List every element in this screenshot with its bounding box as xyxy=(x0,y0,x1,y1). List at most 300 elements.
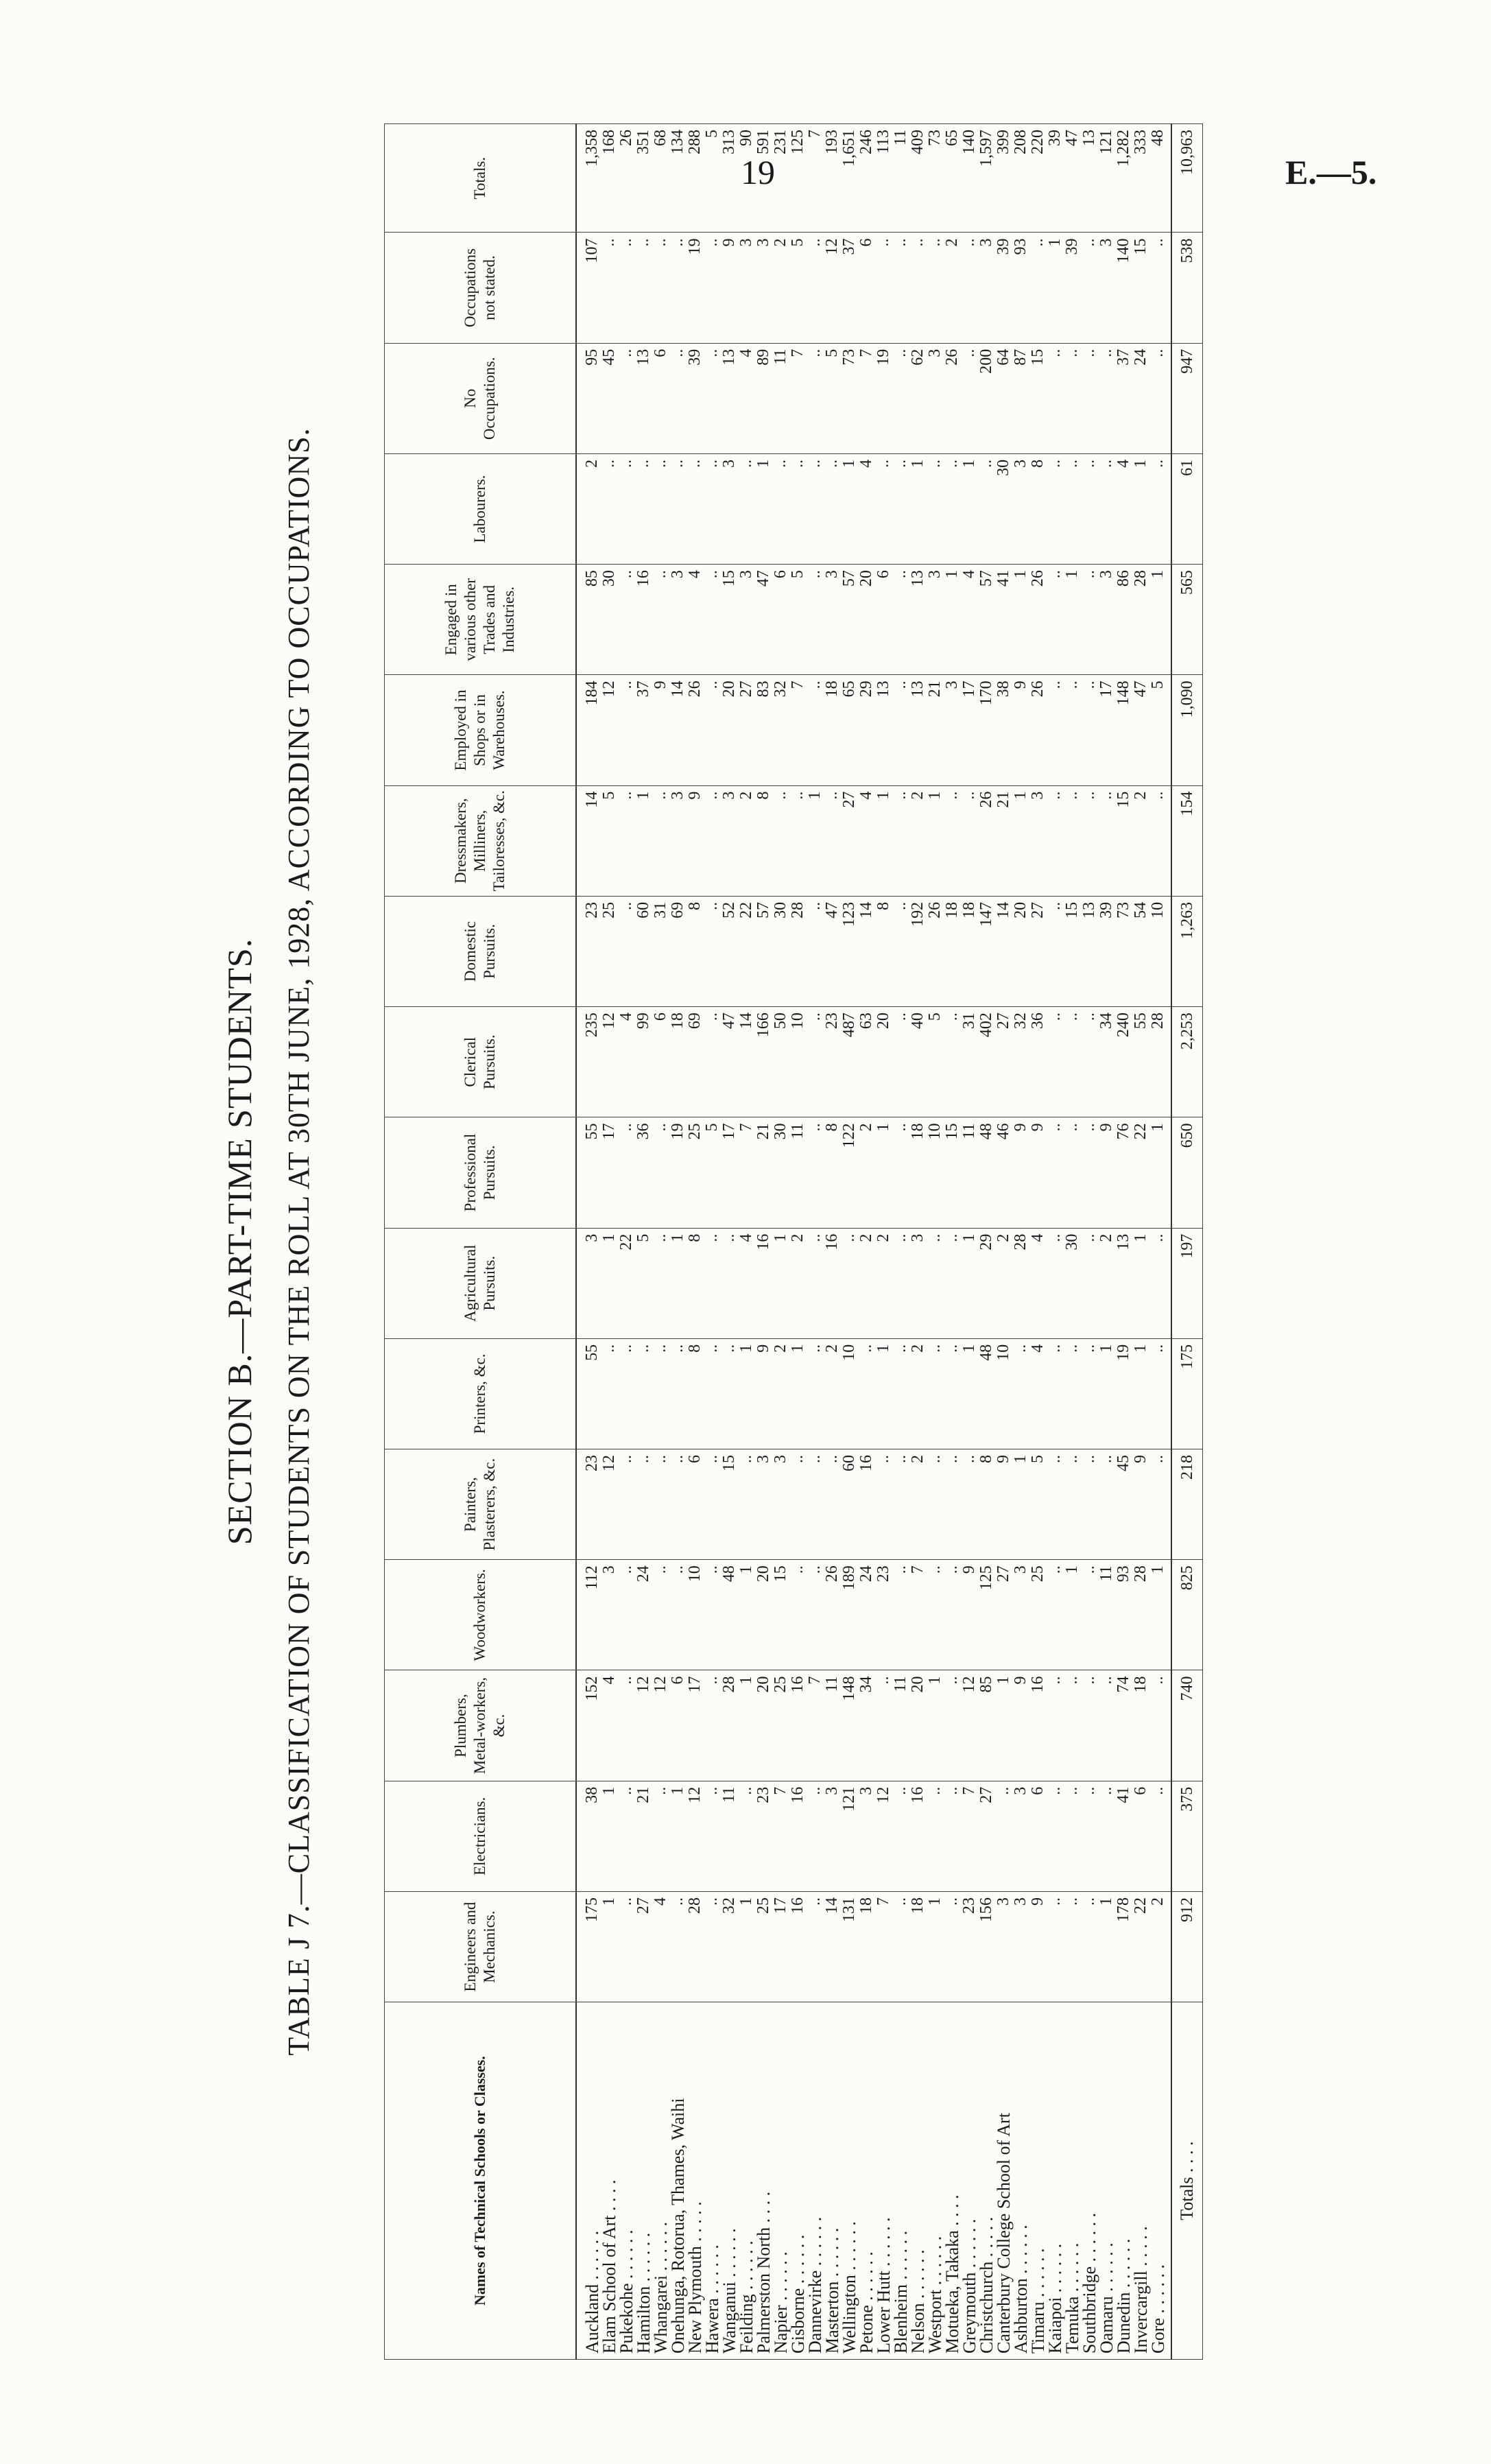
value-cell: .. xyxy=(601,1338,618,1449)
table-row xyxy=(807,124,824,2360)
value-cell: 3 xyxy=(978,233,995,343)
total-value-cell: 740 xyxy=(1171,1670,1203,1781)
total-value-cell: 565 xyxy=(1171,565,1203,675)
value-cell: 32 xyxy=(721,1891,738,2002)
value-cell: .. xyxy=(1098,1449,1115,1560)
value-cell: 23 xyxy=(576,1449,601,1560)
table-row xyxy=(704,124,721,2360)
value-cell: .. xyxy=(1047,1670,1064,1781)
value-cell: .. xyxy=(927,1338,944,1449)
value-cell: 25 xyxy=(687,1117,704,1228)
value-cell: 73 xyxy=(927,124,944,233)
value-cell: 26 xyxy=(927,896,944,1006)
value-cell: 3 xyxy=(738,233,755,343)
value-cell: 27 xyxy=(635,1891,652,2002)
value-cell: .. xyxy=(892,343,909,453)
table-row xyxy=(909,124,927,2360)
value-cell: 27 xyxy=(995,1007,1012,1117)
value-cell: 18 xyxy=(944,896,961,1006)
value-cell: .. xyxy=(1064,1891,1081,2002)
value-cell: 12 xyxy=(652,1670,669,1781)
value-cell: 148 xyxy=(1115,675,1132,785)
value-cell: 30 xyxy=(772,896,789,1006)
school-name-cell: Christchurch . . . . . xyxy=(978,2002,995,2360)
value-cell: 2 xyxy=(909,785,927,896)
value-cell: 123 xyxy=(841,896,858,1006)
value-cell: .. xyxy=(704,1891,721,2002)
total-value-cell: 61 xyxy=(1171,453,1203,564)
total-value-cell: 947 xyxy=(1171,343,1203,453)
value-cell: .. xyxy=(1149,1228,1171,1338)
value-cell: 55 xyxy=(1132,1007,1149,1117)
table-row xyxy=(669,124,687,2360)
value-cell: 47 xyxy=(1132,675,1149,785)
value-cell: 1,597 xyxy=(978,124,995,233)
value-cell: 23 xyxy=(576,896,601,1006)
value-cell: 26 xyxy=(944,343,961,453)
value-cell: 93 xyxy=(1012,233,1029,343)
value-cell: 170 xyxy=(978,675,995,785)
value-cell: 1 xyxy=(601,1228,618,1338)
value-cell: .. xyxy=(1029,233,1047,343)
value-cell: .. xyxy=(738,1449,755,1560)
value-cell: 25 xyxy=(601,896,618,1006)
value-cell: 2 xyxy=(944,233,961,343)
column-header-school: Names of Technical Schools or Classes. xyxy=(385,2002,577,2360)
value-cell: .. xyxy=(892,785,909,896)
value-cell: 11 xyxy=(789,1117,807,1228)
column-header: Printers, &c. xyxy=(385,1338,577,1449)
value-cell: 152 xyxy=(576,1670,601,1781)
value-cell: .. xyxy=(652,1560,669,1670)
table-row xyxy=(721,124,738,2360)
value-cell: .. xyxy=(807,1007,824,1117)
value-cell: 20 xyxy=(1012,896,1029,1006)
value-cell: 24 xyxy=(858,1560,875,1670)
value-cell: 12 xyxy=(875,1781,892,1891)
value-cell: .. xyxy=(1064,1007,1081,1117)
table-row xyxy=(687,124,704,2360)
value-cell: 591 xyxy=(755,124,772,233)
value-cell: .. xyxy=(1149,785,1171,896)
table-body xyxy=(576,124,1171,2360)
value-cell: 18 xyxy=(669,1007,687,1117)
value-cell: 4 xyxy=(652,1891,669,2002)
value-cell: 10 xyxy=(687,1560,704,1670)
value-cell: .. xyxy=(1149,1670,1171,1781)
value-cell: .. xyxy=(704,565,721,675)
value-cell: .. xyxy=(1064,1670,1081,1781)
value-cell: 134 xyxy=(669,124,687,233)
value-cell: 73 xyxy=(1115,896,1132,1006)
value-cell: 32 xyxy=(1012,1007,1029,1117)
value-cell: .. xyxy=(1047,675,1064,785)
value-cell: 2 xyxy=(738,785,755,896)
value-cell: 9 xyxy=(995,1449,1012,1560)
value-cell: .. xyxy=(704,1338,721,1449)
value-cell: 6 xyxy=(652,1007,669,1117)
value-cell: 28 xyxy=(1132,1560,1149,1670)
school-name-cell: Hawera . . . . . . xyxy=(704,2002,721,2360)
value-cell: .. xyxy=(892,1117,909,1228)
value-cell: 9 xyxy=(1012,675,1029,785)
value-cell: .. xyxy=(1081,1117,1098,1228)
value-cell: 2 xyxy=(1098,1228,1115,1338)
value-cell: 34 xyxy=(1098,1007,1115,1117)
value-cell: 2 xyxy=(576,453,601,564)
value-cell: 5 xyxy=(601,785,618,896)
value-cell: .. xyxy=(618,565,635,675)
value-cell: 7 xyxy=(789,675,807,785)
value-cell: 1 xyxy=(1132,1338,1149,1449)
value-cell: .. xyxy=(704,1007,721,1117)
value-cell: 4 xyxy=(738,1228,755,1338)
total-value-cell: 175 xyxy=(1171,1338,1203,1449)
value-cell: .. xyxy=(618,1670,635,1781)
value-cell: 65 xyxy=(944,124,961,233)
value-cell: .. xyxy=(892,675,909,785)
value-cell: 25 xyxy=(755,1891,772,2002)
value-cell: 4 xyxy=(858,453,875,564)
value-cell: 85 xyxy=(978,1670,995,1781)
school-name-cell: Temuka . . . . . . xyxy=(1064,2002,1081,2360)
value-cell: 31 xyxy=(652,896,669,1006)
value-cell: 351 xyxy=(635,124,652,233)
value-cell: .. xyxy=(892,1338,909,1449)
value-cell: 22 xyxy=(618,1228,635,1338)
value-cell: 48 xyxy=(978,1338,995,1449)
value-cell: 95 xyxy=(576,343,601,453)
rotated-table-area xyxy=(199,110,1365,2373)
value-cell: 1 xyxy=(944,565,961,675)
value-cell: 39 xyxy=(1098,896,1115,1006)
value-cell: 30 xyxy=(995,453,1012,564)
value-cell: 21 xyxy=(995,785,1012,896)
value-cell: 27 xyxy=(995,1560,1012,1670)
value-cell: .. xyxy=(807,675,824,785)
value-cell: 18 xyxy=(858,1891,875,2002)
value-cell: .. xyxy=(1149,453,1171,564)
value-cell: 288 xyxy=(687,124,704,233)
value-cell: .. xyxy=(892,565,909,675)
value-cell: 73 xyxy=(841,343,858,453)
value-cell: 19 xyxy=(1115,1338,1132,1449)
column-header: Occupations not stated. xyxy=(385,233,577,343)
value-cell: 2 xyxy=(789,1228,807,1338)
value-cell: .. xyxy=(635,1338,652,1449)
value-cell: 3 xyxy=(755,1449,772,1560)
value-cell: .. xyxy=(875,1449,892,1560)
value-cell: 45 xyxy=(601,343,618,453)
value-cell: .. xyxy=(892,1891,909,2002)
value-cell: 9 xyxy=(755,1338,772,1449)
column-header: Professional Pursuits. xyxy=(385,1117,577,1228)
table-row xyxy=(755,124,772,2360)
value-cell: .. xyxy=(601,233,618,343)
column-header: Totals. xyxy=(385,124,577,233)
value-cell: 3 xyxy=(1098,233,1115,343)
value-cell: 15 xyxy=(944,1117,961,1228)
column-header: Electricians. xyxy=(385,1781,577,1891)
value-cell: 17 xyxy=(721,1117,738,1228)
value-cell: 25 xyxy=(772,1670,789,1781)
value-cell: 7 xyxy=(738,1117,755,1228)
value-cell: 17 xyxy=(687,1670,704,1781)
value-cell: 24 xyxy=(1132,343,1149,453)
value-cell: 28 xyxy=(687,1891,704,2002)
value-cell: .. xyxy=(1098,785,1115,896)
table-row xyxy=(995,124,1012,2360)
value-cell: .. xyxy=(618,1338,635,1449)
value-cell: .. xyxy=(961,785,978,896)
value-cell: .. xyxy=(1149,343,1171,453)
value-cell: 399 xyxy=(995,124,1012,233)
value-cell: .. xyxy=(1047,1449,1064,1560)
value-cell: 1 xyxy=(738,1670,755,1781)
value-cell: 13 xyxy=(909,565,927,675)
table-row xyxy=(927,124,944,2360)
value-cell: .. xyxy=(618,1117,635,1228)
value-cell: .. xyxy=(1047,1781,1064,1891)
value-cell: .. xyxy=(1064,1781,1081,1891)
value-cell: 13 xyxy=(875,675,892,785)
value-cell: 99 xyxy=(635,1007,652,1117)
value-cell: 69 xyxy=(687,1007,704,1117)
value-cell: .. xyxy=(807,1560,824,1670)
school-name-cell: Oamaru . . . . . . xyxy=(1098,2002,1115,2360)
value-cell: .. xyxy=(807,896,824,1006)
school-name-cell: Masterton . . . . . . xyxy=(824,2002,841,2360)
value-cell: 11 xyxy=(892,1670,909,1781)
value-cell: .. xyxy=(1149,1781,1171,1891)
value-cell: .. xyxy=(892,896,909,1006)
value-cell: .. xyxy=(618,453,635,564)
value-cell: 47 xyxy=(755,565,772,675)
school-name-cell: Dannevirke . . . . . . xyxy=(807,2002,824,2360)
value-cell: .. xyxy=(704,1449,721,1560)
school-name-cell: Wellington . . . . . . xyxy=(841,2002,858,2360)
value-cell: 1 xyxy=(1149,1117,1171,1228)
value-cell: 15 xyxy=(1029,343,1047,453)
value-cell: 16 xyxy=(909,1781,927,1891)
value-cell: 9 xyxy=(721,233,738,343)
value-cell: 121 xyxy=(841,1781,858,1891)
value-cell: 2 xyxy=(875,1228,892,1338)
value-cell: .. xyxy=(704,1228,721,1338)
value-cell: .. xyxy=(618,1891,635,2002)
value-cell: 54 xyxy=(1132,896,1149,1006)
value-cell: .. xyxy=(892,1560,909,1670)
value-cell: 1 xyxy=(738,1338,755,1449)
column-header: Woodworkers. xyxy=(385,1560,577,1670)
value-cell: 1 xyxy=(669,1781,687,1891)
value-cell: .. xyxy=(618,1781,635,1891)
value-cell: .. xyxy=(807,453,824,564)
value-cell: 16 xyxy=(858,1449,875,1560)
value-cell: 20 xyxy=(875,1007,892,1117)
value-cell: .. xyxy=(1081,343,1098,453)
value-cell: 1 xyxy=(1098,1891,1115,2002)
value-cell: 4 xyxy=(738,343,755,453)
value-cell: 125 xyxy=(789,124,807,233)
column-header: Labourers. xyxy=(385,453,577,564)
value-cell: 7 xyxy=(909,1560,927,1670)
value-cell: .. xyxy=(652,1781,669,1891)
value-cell: .. xyxy=(772,453,789,564)
value-cell: 16 xyxy=(824,1228,841,1338)
value-cell: 5 xyxy=(824,343,841,453)
value-cell: .. xyxy=(669,453,687,564)
value-cell: 17 xyxy=(601,1117,618,1228)
table-row xyxy=(961,124,978,2360)
total-value-cell: 375 xyxy=(1171,1781,1203,1891)
value-cell: .. xyxy=(892,1228,909,1338)
value-cell: 15 xyxy=(1064,896,1081,1006)
value-cell: 18 xyxy=(961,896,978,1006)
value-cell: 1 xyxy=(738,1560,755,1670)
total-value-cell: 1,090 xyxy=(1171,675,1203,785)
school-name-cell: Napier . . . . . . xyxy=(772,2002,789,2360)
value-cell: 1 xyxy=(807,785,824,896)
value-cell: 3 xyxy=(601,1560,618,1670)
value-cell: 5 xyxy=(704,1117,721,1228)
value-cell: 235 xyxy=(576,1007,601,1117)
table-row xyxy=(944,124,961,2360)
value-cell: .. xyxy=(618,675,635,785)
value-cell: .. xyxy=(618,896,635,1006)
column-header: Domestic Pursuits. xyxy=(385,896,577,1006)
value-cell: 15 xyxy=(721,565,738,675)
value-cell: 4 xyxy=(1029,1338,1047,1449)
school-name-cell: Ashburton . . . . . . xyxy=(1012,2002,1029,2360)
value-cell: .. xyxy=(669,343,687,453)
value-cell: .. xyxy=(738,453,755,564)
value-cell: .. xyxy=(1047,1560,1064,1670)
value-cell: 4 xyxy=(858,785,875,896)
value-cell: 3 xyxy=(738,565,755,675)
value-cell: 39 xyxy=(1064,233,1081,343)
value-cell: 8 xyxy=(824,1117,841,1228)
value-cell: .. xyxy=(1081,565,1098,675)
total-value-cell: 825 xyxy=(1171,1560,1203,1670)
value-cell: 3 xyxy=(669,565,687,675)
total-value-cell: 912 xyxy=(1171,1891,1203,2002)
value-cell: 2 xyxy=(772,1338,789,1449)
value-cell: 38 xyxy=(995,675,1012,785)
value-cell: 3 xyxy=(669,785,687,896)
value-cell: .. xyxy=(652,1117,669,1228)
value-cell: 6 xyxy=(858,233,875,343)
value-cell: 184 xyxy=(576,675,601,785)
school-name-cell: Pukekohe . . . . . . xyxy=(618,2002,635,2360)
totals-row xyxy=(1171,124,1203,2360)
table-row xyxy=(1081,124,1098,2360)
value-cell: 37 xyxy=(841,233,858,343)
column-header: Engineers and Mechanics. xyxy=(385,1891,577,2002)
value-cell: 34 xyxy=(858,1670,875,1781)
column-header: Employed in Shops or in Warehouses. xyxy=(385,675,577,785)
value-cell: .. xyxy=(1047,565,1064,675)
value-cell: 3 xyxy=(909,1228,927,1338)
value-cell: 12 xyxy=(635,1670,652,1781)
value-cell: .. xyxy=(807,1228,824,1338)
value-cell: .. xyxy=(669,233,687,343)
value-cell: 48 xyxy=(1149,124,1171,233)
value-cell: 16 xyxy=(755,1228,772,1338)
value-cell: 22 xyxy=(1132,1117,1149,1228)
value-cell: .. xyxy=(1098,343,1115,453)
value-cell: 83 xyxy=(755,675,772,785)
value-cell: 41 xyxy=(1115,1781,1132,1891)
value-cell: .. xyxy=(1064,675,1081,785)
total-value-cell: 197 xyxy=(1171,1228,1203,1338)
value-cell: 26 xyxy=(1029,565,1047,675)
value-cell: 6 xyxy=(652,343,669,453)
value-cell: 90 xyxy=(738,124,755,233)
value-cell: 6 xyxy=(1132,1781,1149,1891)
value-cell: 8 xyxy=(875,896,892,1006)
value-cell: 48 xyxy=(721,1560,738,1670)
value-cell: 1 xyxy=(1012,1449,1029,1560)
value-cell: .. xyxy=(927,1781,944,1891)
total-value-cell: 154 xyxy=(1171,785,1203,896)
value-cell: 63 xyxy=(858,1007,875,1117)
value-cell: .. xyxy=(944,1560,961,1670)
value-cell: .. xyxy=(944,785,961,896)
value-cell: .. xyxy=(892,453,909,564)
table-row xyxy=(618,124,635,2360)
value-cell: 5 xyxy=(1149,675,1171,785)
value-cell: 409 xyxy=(909,124,927,233)
value-cell: 14 xyxy=(824,1891,841,2002)
value-cell: 23 xyxy=(961,1891,978,2002)
table-row xyxy=(1115,124,1132,2360)
value-cell: .. xyxy=(944,1781,961,1891)
value-cell: 55 xyxy=(576,1117,601,1228)
value-cell: .. xyxy=(618,233,635,343)
value-cell: 1 xyxy=(601,1891,618,2002)
value-cell: .. xyxy=(652,565,669,675)
value-cell: .. xyxy=(789,453,807,564)
value-cell: .. xyxy=(807,1117,824,1228)
value-cell: 87 xyxy=(1012,343,1029,453)
value-cell: 131 xyxy=(841,1891,858,2002)
value-cell: 36 xyxy=(1029,1007,1047,1117)
value-cell: .. xyxy=(961,1449,978,1560)
value-cell: 12 xyxy=(687,1781,704,1891)
value-cell: 140 xyxy=(1115,233,1132,343)
value-cell: 7 xyxy=(807,1670,824,1781)
table-row xyxy=(1047,124,1064,2360)
value-cell: 17 xyxy=(961,675,978,785)
value-cell: .. xyxy=(927,453,944,564)
school-name-cell: Whangarei . . . . . . xyxy=(652,2002,669,2360)
value-cell: 19 xyxy=(669,1117,687,1228)
value-cell: 168 xyxy=(601,124,618,233)
school-name-cell: Canterbury College School of Art xyxy=(995,2002,1012,2360)
value-cell: 220 xyxy=(1029,124,1047,233)
value-cell: .. xyxy=(807,1449,824,1560)
total-value-cell: 650 xyxy=(1171,1117,1203,1228)
column-header: Painters, Plasterers, &c. xyxy=(385,1449,577,1560)
value-cell: 9 xyxy=(1012,1670,1029,1781)
value-cell: 57 xyxy=(841,565,858,675)
value-cell: 5 xyxy=(635,1228,652,1338)
value-cell: 18 xyxy=(909,1117,927,1228)
value-cell: .. xyxy=(652,785,669,896)
school-name-cell: Lower Hutt . . . . . . xyxy=(875,2002,892,2360)
school-name-cell: Palmerston North . . . . xyxy=(755,2002,772,2360)
